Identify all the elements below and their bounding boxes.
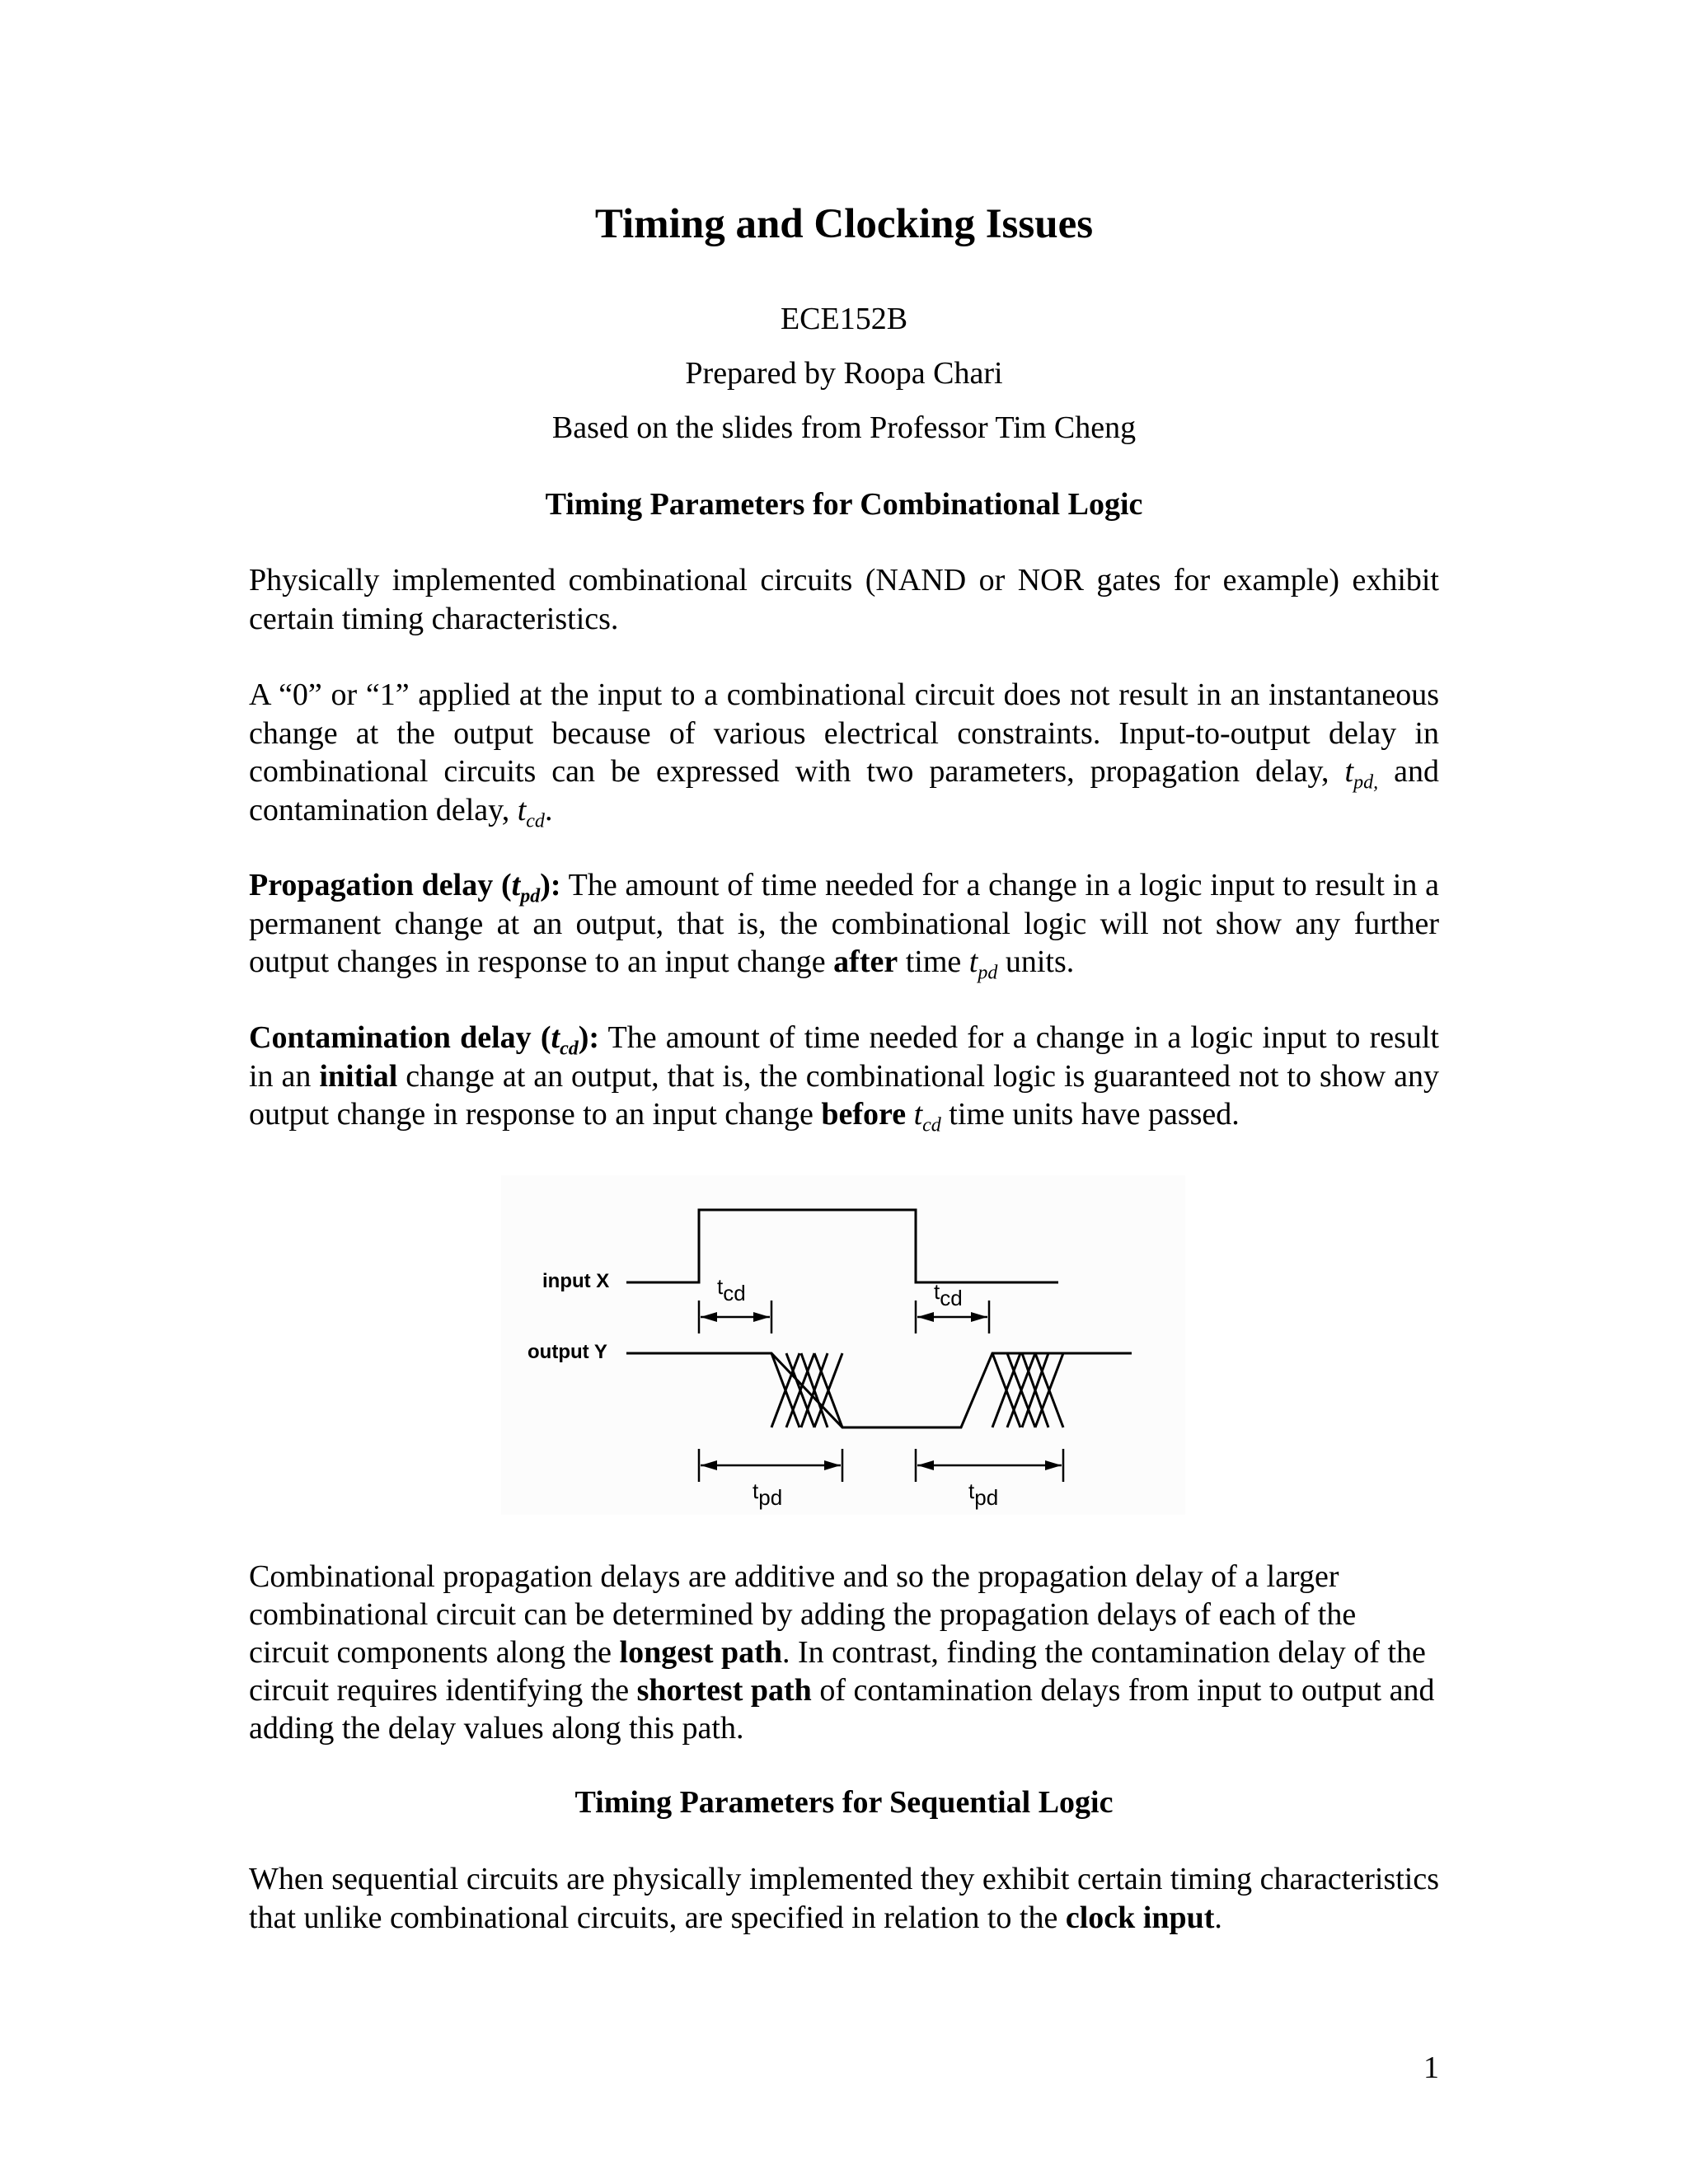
document-title: Timing and Clocking Issues xyxy=(594,201,1094,247)
paragraph-sequential-intro: When sequential circuits are physically implemented they exhibit certain timing characteristics that unlike combinational circuits, are specified in relation to the clock input. xyxy=(249,1862,1439,1935)
paragraph-propagation-delay: Propagation delay $(t_{pd})$: The amount of time needed for a change in a logic input to result in a permanent change at an output, that is, the combinational logic will not show any further output changes in response to an input change after time $t_{pd}$ units. xyxy=(249,868,1439,984)
paragraph-delay-parameters: A “0” or “1” applied at the input to a combinational circuit does not result in an instantaneous change at the output because of various electrical constraints. Input-to-output delay in combinational circuits can be expressed with two parameters, propagation delay, $t_{pd,}$ and contamination delay, $t_{cd}$. xyxy=(249,677,1439,832)
term-propagation-delay: Propagation delay $(t_{pd})$: xyxy=(249,868,561,907)
tcd-label-1: tcd xyxy=(717,1274,746,1305)
output-y-label: output Y xyxy=(528,1341,607,1363)
term-contamination-delay: Contamination delay $(t_{cd})$: xyxy=(249,1020,600,1060)
arrow-left-icon xyxy=(701,1460,717,1470)
arrow-left-icon xyxy=(701,1312,717,1322)
paragraph-intro: Physically implemented combinational circuits (NAND or NOR gates for example) exhibit certain timing characteristics. xyxy=(249,563,1439,636)
arrow-left-icon xyxy=(917,1312,934,1322)
source-line: Based on the slides from Professor Tim Cheng xyxy=(551,410,1137,445)
output-transition-2 xyxy=(992,1353,1063,1427)
tpd-marker-1 xyxy=(699,1449,842,1482)
paragraph-additive-delays: Combinational propagation delays are additive and so the propagation delay of a larger combinational circuit can be determined by adding the propagation delays of each of the circuit components along the longest path. In contrast, finding the contamination delay of the circuit requires identifying the shortest path of contamination delays from input to output and adding the delay values along this path. xyxy=(249,1559,1435,1746)
tpd-label-2: tpd xyxy=(968,1479,999,1510)
page-number: 1 xyxy=(1423,2050,1439,2085)
arrow-left-icon xyxy=(917,1460,934,1470)
timing-diagram xyxy=(501,1175,1185,1515)
author-line: Prepared by Roopa Chari xyxy=(685,356,1003,391)
paragraph-contamination-delay: Contamination delay $(t_{cd})$: The amount of time needed for a change in a logic input to result in an initial change at an output, that is, the combinational logic is guaranteed not to show any output change in response to an input change before $t_{cd}$ time units have passed. xyxy=(249,1020,1439,1137)
arrow-right-icon xyxy=(824,1460,841,1470)
tpd-marker-2 xyxy=(916,1449,1063,1482)
arrow-right-icon xyxy=(971,1312,987,1322)
arrow-right-icon xyxy=(753,1312,770,1322)
output-y-waveform xyxy=(626,1353,1132,1427)
section-heading-sequential: Timing Parameters for Sequential Logic xyxy=(574,1785,1114,1820)
input-x-waveform xyxy=(626,1210,1058,1282)
tpd-label-1: tpd xyxy=(753,1479,783,1510)
tcd-label-2: tcd xyxy=(934,1279,963,1310)
section-heading-combinational: Timing Parameters for Combinational Logic xyxy=(545,487,1143,522)
arrow-right-icon xyxy=(1045,1460,1062,1470)
input-x-label: input X xyxy=(542,1270,610,1292)
course-code: ECE152B xyxy=(780,302,908,336)
